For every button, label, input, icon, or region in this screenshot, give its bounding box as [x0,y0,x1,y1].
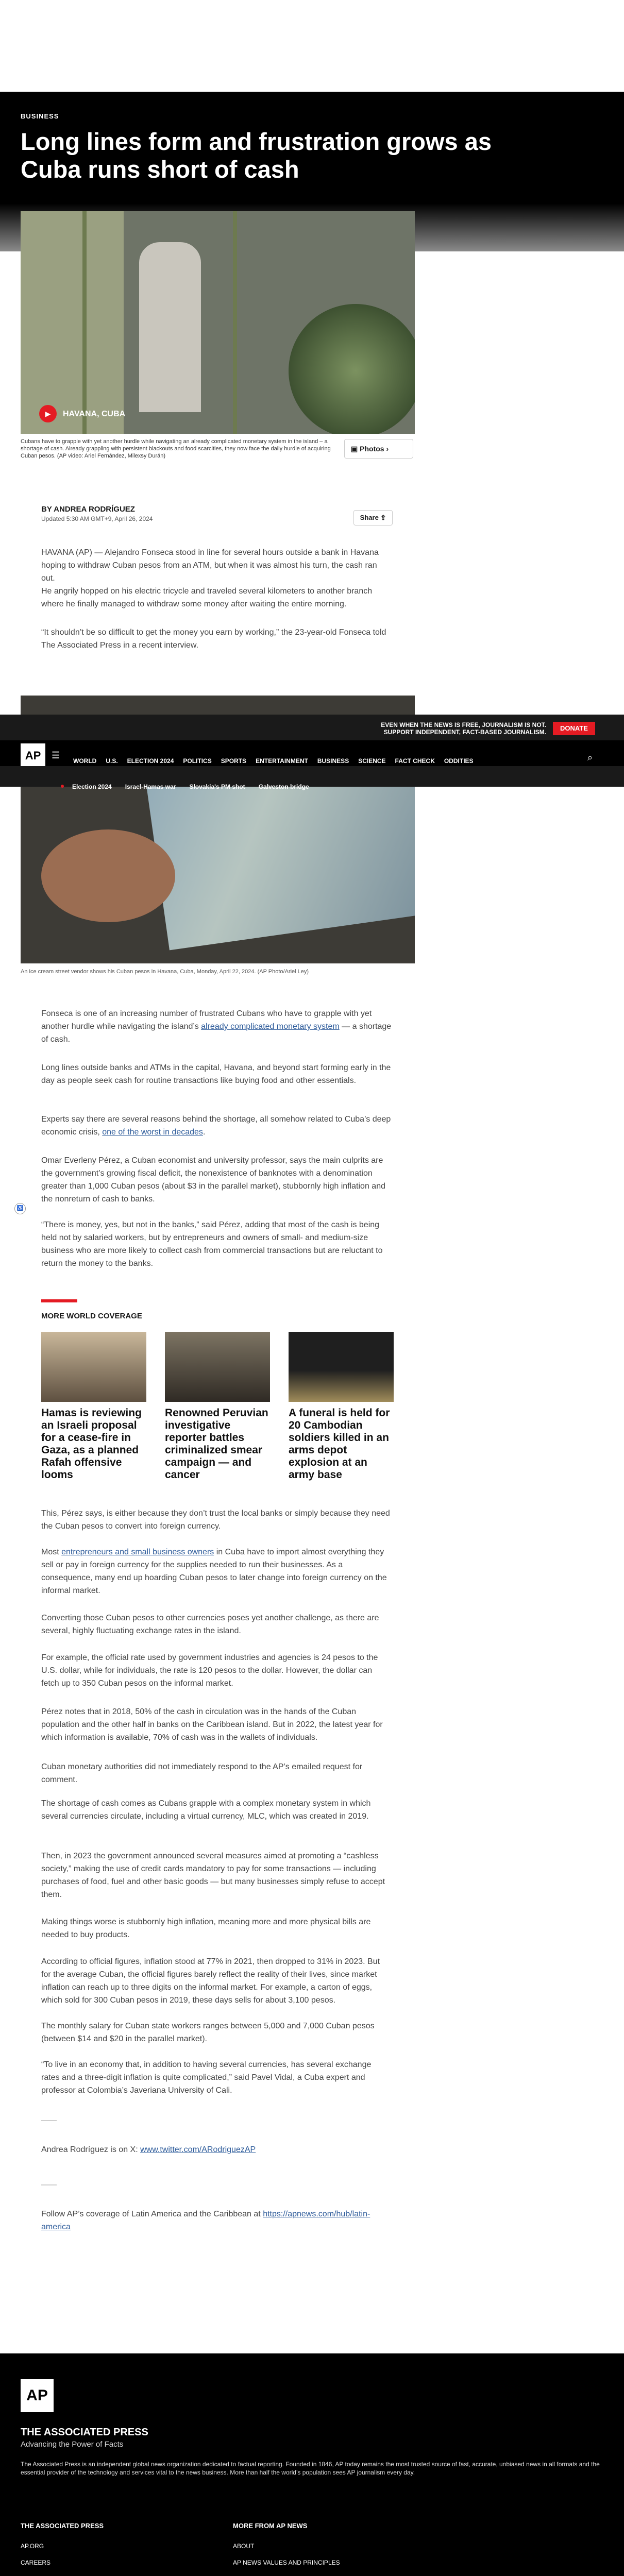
nav-link-politics[interactable]: POLITICS [183,757,212,765]
paragraph-text: Follow AP’s coverage of Latin America and the Caribbean at [41,2210,263,2218]
nav-link-entertainment[interactable]: ENTERTAINMENT [256,757,308,765]
economic-crisis-link[interactable]: one of the worst in decades [102,1128,203,1137]
share-icon: ⇪ [378,514,386,521]
byline-updated: Updated 5:30 AM GMT+9, April 26, 2024 [41,515,153,522]
card-title[interactable]: Hamas is reviewing an Israeli proposal for a cease-fire in Gaza, as a planned Rafah offensive looms [41,1407,142,1481]
footer-org-name: THE ASSOCIATED PRESS [21,2427,148,2438]
share-button[interactable] [353,510,393,526]
follow-coverage [41,2208,392,2233]
coverage-card[interactable] [41,1332,146,1481]
latin-america-link[interactable]: https://apnews.com/hub/latin-america [41,2210,370,2231]
menu-icon[interactable]: ☰ [52,750,60,760]
paragraph-12: For example, the official rate used by government industries and agencies is 24 pesos to the U.S. dollar, while for individuals, the rate is 120 pesos to the dollar. However, the dollar can fetch up to 350 Cuban pesos on the informal market. [41,1653,378,1688]
paragraph-9: This, Pérez says, is either because they don’t trust the local banks or simply because they need the Cuban pesos to convert into foreign currency. [41,1509,390,1531]
paragraph-5: Long lines outside banks and ATMs in the capital, Havana, and beyond start forming early in the day as people seek cash for routine transactions like buying food and other essentials. [41,1063,391,1085]
paragraph-4 [41,1007,392,1046]
card-thumbnail[interactable] [165,1332,270,1402]
paragraph-11: Converting those Cuban pesos to other currencies poses yet another challenge, as there are several, highly fluctuating exchange rates in the island. [41,1614,379,1635]
footer-about: The Associated Press is an independent global news organization dedicated to factual reporting. Founded in 1846, AP today remains the most trusted source of fast, accurate, unbiased news in all formats and the essential provider of the technology and services vital to the news business. More than half the world’s population sees AP journalism every day. [21,2461,600,2476]
support-line-2: SUPPORT INDEPENDENT, FACT-BASED JOURNALISM. [383,728,546,736]
paragraph-text: . [203,1128,206,1137]
nav-link-sports[interactable]: SPORTS [221,757,247,765]
nav-link-business[interactable]: BUSINESS [317,757,349,765]
trending-item[interactable]: Galveston bridge [258,783,309,790]
paragraph-20: “To live in an economy that, in addition to having several currencies, has several exchange rates and a three-digit inflation is quite complicated,” said Pavel Vidal, a Cuba expert and professor at Colombia’s Javeriana University of Cali. [41,2060,372,2095]
paragraph-1: HAVANA (AP) — Alejandro Fonseca stood in line for several hours outside a bank in Havana hoping to withdraw Cuban pesos from an ATM, but when it was almost his turn, the cash ran out. [41,548,379,583]
paragraph-text: — a shortage of cash. [41,1022,392,1044]
paragraph-18: According to official figures, inflation stood at 77% in 2021, then dropped to 31% in 2023. But for the average Cuban, the official figures barely reflect the reality of their lives, since market inflation can reach up to three digits on the informal market. For example, a carton of eggs, which sold for 300 Cuban pesos in 2019, these days sells for about 3,100 pesos. [41,1957,380,2005]
coverage-card[interactable] [165,1332,270,1481]
divider [41,2184,57,2185]
article-headline: Long lines form and frustration grows as Cuba runs short of cash [21,128,492,183]
paragraph-text: Fonseca is one of an increasing number of frustrated Cubans who have to grapple with yet another hurdle while navigating the island’s [41,1009,372,1031]
section-kicker[interactable]: BUSINESS [21,112,59,120]
card-title[interactable]: Renowned Peruvian investigative reporter battles criminalized smear campaign — and cancer [165,1407,268,1481]
trending-links [72,783,309,790]
card-thumbnail[interactable] [289,1332,394,1402]
card-thumbnail[interactable] [41,1332,146,1402]
more-coverage-heading: MORE WORLD COVERAGE [41,1312,142,1320]
play-icon[interactable]: ▶ [39,405,57,422]
photo-hand [41,829,175,922]
paragraph-19: The monthly salary for Cuban state workers ranges between 5,000 and 7,000 Cuban pesos (between $14 and $20 in the parallel market). [41,2022,375,2043]
paragraph-16: Then, in 2023 the government announced several measures aimed at promoting a “cashless society,” making the use of credit cards mandatory to pay for some transactions — including purchases of food, fuel and other basic goods — but many businesses simply refuse to accept them. [41,1852,385,1899]
footer-col2-list [233,2543,429,2576]
paragraph-17: Making things worse is stubbornly high inflation, meaning more and more physical bills are needed to buy products. [41,1918,371,1939]
byline-author[interactable]: BY ANDREA RODRÍGUEZ [41,505,135,514]
paragraph-3: “It shouldn’t be so difficult to get the money you earn by working,” the 23-year-old Fonseca told The Associated Press in a recent interview. [41,628,386,650]
paragraph-text: Experts say there are several reasons behind the shortage, all somehow related to Cuba’s deep economic crisis, [41,1115,391,1137]
paragraph-text: Most [41,1548,62,1556]
twitter-link[interactable]: www.twitter.com/ARodriguezAP [140,2145,256,2154]
paragraph-text: in Cuba have to import almost everything they sell or pay in foreign currency for the supplies needed to run their businesses. As a consequence, many end up hoarding Cuban pesos to later change into foreign currency on the informal market. [41,1548,387,1595]
photos-label: Photos [360,445,384,453]
trending-dot-icon [61,785,64,788]
support-line-1: EVEN WHEN THE NEWS IS FREE, JOURNALISM IS NOT. [381,721,546,728]
entrepreneurs-link[interactable]: entrepreneurs and small business owners [61,1548,214,1556]
trending-item[interactable]: Israel-Hamas war [125,783,176,790]
lead-video[interactable] [21,211,415,434]
paragraph-10 [41,1546,392,1597]
footer-link[interactable]: AP.ORG [21,2543,44,2550]
paragraph-7: Omar Everleny Pérez, a Cuban economist and university professor, says the main culprits are the government’s growing fiscal deficit, the nonexistence of banknotes with a denomination greater than 1,000 Cuban pesos (about $3 in the parallel market), stubbornly high inflation and the nonreturn of cash to banks. [41,1156,385,1204]
chevron-right-icon: › [384,445,389,453]
card-title[interactable]: A funeral is held for 20 Cambodian soldiers killed in an arms depot explosion at an army base [289,1407,390,1481]
paragraph-13: Pérez notes that in 2018, 50% of the cash in circulation was in the hands of the Cuban population and the other half in banks on the Caribbean island. But in 2022, the latest year for which information is available, 70% of cash was in the wallets of individuals. [41,1707,383,1742]
footer-link[interactable]: AP NEWS VALUES AND PRINCIPLES [233,2559,340,2566]
nav-link-oddities[interactable]: ODDITIES [444,757,474,765]
nav-link-science[interactable]: SCIENCE [358,757,386,765]
donate-button[interactable]: DONATE [553,722,595,735]
footer-ap-logo[interactable]: AP [21,2379,54,2412]
nav-link-factcheck[interactable]: FACT CHECK [395,757,435,765]
footer-link[interactable]: CAREERS [21,2559,51,2566]
trending-item[interactable]: Slovakia's PM shot [189,783,245,790]
support-message [350,721,546,736]
video-location: HAVANA, CUBA [63,410,126,418]
author-twitter [41,2143,392,2156]
paragraph-6 [41,1113,392,1139]
divider [41,2120,57,2121]
video-person [139,242,201,412]
coverage-card[interactable] [289,1332,394,1481]
nav-links [73,757,474,765]
footer-col1-list [21,2543,216,2576]
nav-link-election[interactable]: ELECTION 2024 [127,757,174,765]
nav-link-us[interactable]: U.S. [106,757,118,765]
trending-item[interactable]: Election 2024 [72,783,112,790]
paragraph-2: He angrily hopped on his electric tricycle and traveled several kilometers to another branch where he finally managed to withdraw some money after waiting the entire morning. [41,587,373,608]
paragraph-8: “There is money, yes, but not in the banks,” said Pérez, adding that most of the cash is being held not by salaried workers, but by entrepreneurs and owners of small- and medium-size business who are more likely to collect cash from commercial transactions but are reluctant to return the money to the banks. [41,1221,383,1268]
paragraph-15: The shortage of cash comes as Cubans grapple with a complex monetary system in which several currencies circulate, including a virtual currency, MLC, which was created in 2019. [41,1799,371,1821]
video-caption: Cubans have to grapple with yet another hurdle while navigating an already complicated monetary system in the island – a shortage of cash. Already grappling with persistent blackouts and food scarcities, they now face the daily hurdle of acquiring Cuban pesos. (AP video: Ariel Fernández, Milexsy Durán) [21,438,331,459]
photo-caption: An ice cream street vendor shows his Cuban pesos in Havana, Cuba, Monday, April 22, 2024. (AP Photo/Ariel Ley) [21,969,309,975]
footer-col2-heading: MORE FROM AP NEWS [233,2522,308,2530]
footer-link[interactable]: ABOUT [233,2543,255,2550]
paragraph-14: Cuban monetary authorities did not immediately respond to the AP’s emailed request for comment. [41,1762,363,1784]
paragraph-text: Andrea Rodríguez is on X: [41,2145,141,2154]
footer-tagline: Advancing the Power of Facts [21,2440,124,2449]
video-tree [289,304,415,434]
share-label: Share [360,514,379,521]
photos-button[interactable] [344,439,413,459]
section-accent [41,1299,77,1302]
search-icon[interactable]: ⌕ [587,752,593,762]
nav-link-world[interactable]: WORLD [73,757,97,765]
accessibility-icon[interactable]: ♿ [14,1203,26,1214]
monetary-system-link[interactable]: already complicated monetary system [201,1022,340,1031]
footer-col1-heading: THE ASSOCIATED PRESS [21,2522,104,2530]
ap-logo[interactable]: AP [21,743,45,768]
camera-icon: ▣ [351,445,360,453]
